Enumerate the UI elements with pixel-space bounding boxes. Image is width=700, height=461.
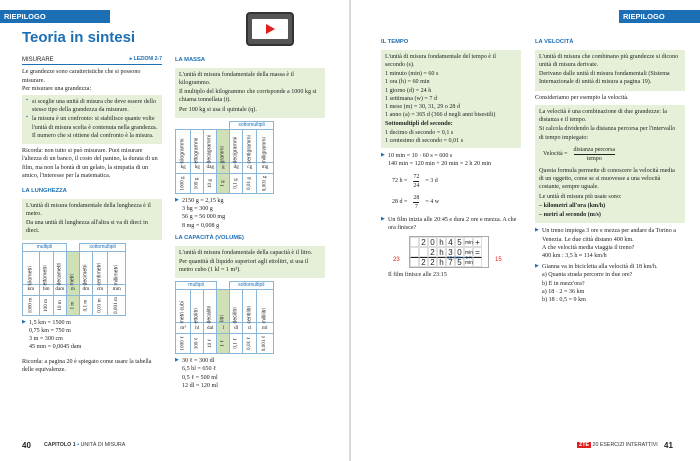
unit-name-cell [204, 290, 217, 323]
velocita-box-1: L'unità di misura che combinano più grandezze si dicono unità di misura derivate. [539, 53, 679, 69]
grid-cell: 2 [419, 237, 428, 247]
grid-cell [410, 247, 419, 257]
unit-abbr: m [66, 284, 79, 295]
grid-cell: h [437, 247, 446, 257]
grid-cell: + [473, 237, 482, 247]
f1-num: 72 [413, 173, 419, 182]
unit-value: 0,1 m [82, 299, 89, 312]
unit-value-cell [257, 334, 273, 354]
grid-cell: min [464, 257, 473, 267]
subunit-line: 1 decimo di secondo = 0,1 s [385, 129, 454, 136]
example-line: 8 mg = 0,008 g [182, 222, 220, 229]
tempo-box-1: L'unità di misura fondamentale del tempo è il secondo (s). [385, 53, 496, 69]
group-sottomultipli: sottomultipli [230, 282, 273, 290]
grid-cell: 3 [446, 247, 455, 257]
unit-name-cell [176, 129, 191, 162]
tempo-title: IL TEMPO [381, 39, 409, 45]
capacita-title: LA CAPACITÀ (VOLUME) [175, 234, 244, 241]
velocita-cons: Consideriamo per esempio la velocità. [535, 94, 629, 101]
group-multipli: multipli [176, 282, 217, 290]
time-unit-line: 1 settimana (w) = 7 d [385, 95, 438, 102]
result-hours: 23 [393, 257, 400, 264]
example-line: 3 m = 300 cm [29, 336, 63, 343]
unit-value: 100 g [193, 177, 200, 190]
unit-value-cell [243, 334, 257, 354]
film-grid [409, 236, 489, 268]
unit-value: 0,001 ℓ [261, 336, 268, 352]
chapter-footer: CAPITOLO 1 ▪ UNITÀ DI MISURA [44, 442, 126, 448]
unit-name-cell [257, 290, 273, 323]
unit-value-cell [230, 334, 243, 354]
unit-name: decigrammi [232, 136, 239, 164]
unit-abbr: cm [92, 284, 107, 295]
capacita-box [175, 246, 325, 279]
grid-cell: h [437, 237, 446, 247]
unit-value-cell [23, 295, 40, 315]
unit-name-cell [217, 129, 230, 162]
ex2-text: ▶ Gianna va in bicicletta alla velocità di 18 km/h. [542, 264, 658, 271]
unit-value: 1 g [219, 180, 226, 187]
header-label: RIEPILOGO [4, 12, 46, 21]
interactive-footer[interactable] [577, 442, 658, 449]
unit-name-cell [257, 129, 274, 162]
misurare-box [22, 95, 162, 144]
unit-value: 0,001 m [113, 296, 120, 314]
tempo-sotto-list [385, 129, 517, 145]
example-line: 0,5 ℓ = 500 ml [182, 374, 218, 381]
unit-value-cell [257, 173, 274, 193]
grid-cell: = [473, 247, 482, 257]
unit-name-cell [39, 251, 53, 284]
grid-cell: 2 [428, 257, 437, 267]
unit-abbr: mm [108, 284, 126, 295]
grid-cell [419, 247, 428, 257]
massa-box-3: Per 100 kg si usa il quintale (q). [179, 106, 257, 113]
unit-value: 100 ℓ [193, 337, 200, 350]
right-page [351, 0, 700, 461]
unit-name: centigrammi [246, 135, 253, 164]
unit-name: millimetri [113, 264, 120, 286]
capacita-box-1: L'unità di misura fondamentale della capacità è il litro. [179, 249, 313, 256]
time-unit-line: 1 mese (m) = 30, 31, 29 o 28 d [385, 104, 461, 111]
left-page [0, 0, 349, 461]
ricorda-text: Ricorda: non tutto si può misurare. Puoi misurare l'altezza di un banco, il costo del panino, la durata di un film, ma non la bontà di un gelato, la simpatia di un amico, l'interesse per la matematica. [22, 148, 158, 179]
lunghezza-examples [22, 319, 162, 352]
unit-kmh: kilometri all'ora (km/h) [543, 202, 606, 209]
left-column-1 [22, 28, 162, 374]
example-line: 12 dl = 120 ml [182, 382, 218, 389]
grid-cell [473, 257, 482, 267]
unit-value: 1000 g [179, 176, 186, 191]
ex1-text: ▶ Un treno impiega 3 ore e mezza per andare da Torino a Venezia. Le due città distano 400 km. [542, 228, 676, 243]
video-thumbnail[interactable] [246, 12, 294, 46]
f2-den: 7 [414, 203, 418, 210]
formula-num: distanza percorsa [574, 146, 615, 155]
misurare-p2: Per misurare una grandezza: [22, 85, 92, 92]
example-line: 0,75 km = 750 m [29, 327, 71, 334]
tempo-box [381, 50, 521, 148]
unit-name: decimetri [82, 264, 89, 286]
grid-cell: min [464, 247, 473, 257]
misurare-bullet-2: ▪ la misura è un confronto: si stabilisce quante volte l'unità di misura scelta è contenuta nella grandezza. Il numero che si ottiene dal confronto è la misura. [26, 115, 158, 140]
unit-value-cell [79, 295, 92, 315]
unit-name: centimetri [96, 262, 103, 286]
unit-abbr: hm [39, 284, 53, 295]
grid-cell: 2 [419, 257, 428, 267]
unit-name-cell [191, 129, 204, 162]
unit-value-cell [191, 334, 204, 354]
lessons-link[interactable]: ▸ LEZIONI 2-7 [129, 56, 162, 63]
f2-num: 28 [413, 194, 419, 203]
unit-abbr: km [23, 284, 40, 295]
example-line: ▶ 2150 g = 2,15 kg [175, 197, 325, 205]
unit-value-cell [243, 173, 257, 193]
unit-value: 0,001 g [261, 175, 268, 192]
massa-box [175, 68, 325, 118]
unit-name-cell [53, 251, 66, 284]
group-sottomultipli: sottomultipli [230, 121, 274, 129]
velocita-box-4: Si calcola dividendo la distanza percorsa per l'intervallo di tempo impiegato: [539, 126, 676, 141]
massa-examples [175, 197, 325, 230]
unit-name: milligrammi [261, 137, 268, 164]
unit-name-cell [108, 251, 126, 284]
unit-value-cell [53, 295, 66, 315]
example-line: ▶ 30 ℓ = 300 dl [175, 357, 325, 365]
unit-name: ettometri [42, 264, 49, 286]
fraction-1 [388, 171, 442, 192]
unit-abbr: dal [204, 323, 217, 334]
velocita-box-5: Questa formula permette di conoscere la velocità media di un oggetto, come se si muovesse a una velocità costante, sempre uguale. [539, 167, 675, 191]
tempo-sotto-label: Sottomultipli del secondo: [385, 120, 453, 127]
grid-cell: 4 [446, 237, 455, 247]
unit-value: 1 ℓ [219, 340, 226, 347]
ex2-a-a: a) 18 · 2 = 36 km [542, 288, 585, 295]
subunit-line: 1 centesimo di secondo = 0,01 s [385, 138, 464, 144]
time-unit-line: 1 ora (h) = 60 min [385, 79, 430, 86]
formula-den: tempo [586, 155, 602, 162]
unit-name: metri [69, 273, 76, 286]
lunghezza-title: LA LUNGHEZZA [22, 187, 67, 194]
unit-value: 10 m [56, 299, 63, 311]
grid-cell: 7 [446, 257, 455, 267]
unit-name: decilitri [232, 307, 239, 324]
unit-value: 0,01 m [96, 297, 103, 313]
f1-rhs: = 3 d [425, 178, 438, 185]
unit-name: decalitri [206, 305, 213, 324]
unit-value: 1 m [69, 301, 76, 310]
tempo-list [385, 70, 517, 119]
page-title: Teoria in sintesi [22, 29, 136, 46]
time-unit-line: 1 giorno (d) = 24 h [385, 87, 432, 94]
chapter-title: UNITÀ DI MISURA [80, 442, 126, 448]
misurare-title: MISURARE [22, 57, 54, 64]
unit-name-cell [66, 251, 79, 284]
film-question: ▶ Un film inizia alle 20:45 e dura 2 ore e mezza. A che ora finisce? [381, 216, 521, 232]
zte-logo: ZTE [579, 442, 590, 448]
unit-value: 1000 m [27, 297, 34, 314]
velocita-example-2 [535, 263, 685, 304]
grid-cell: 2 [428, 247, 437, 257]
right-column-2 [535, 34, 685, 304]
page-number: 41 [664, 441, 673, 450]
unit-abbr: kg [176, 162, 191, 173]
unit-value: 1000 ℓ [179, 336, 186, 351]
left-column-2 [175, 52, 325, 390]
example-line: 3 hg = 300 g [182, 206, 213, 213]
unit-abbr: m³ [176, 323, 191, 334]
lunghezza-box-1: L'unità di misura fondamentale della lunghezza è il metro. [26, 202, 151, 217]
unit-name: ettolitri [193, 308, 200, 324]
unit-name: decagrammi [206, 134, 213, 164]
time-unit-line: 1 anno (a) = 365 d (366 d negli anni bisestili) [385, 112, 496, 119]
formula-lhs: Velocità = [543, 151, 568, 158]
velocita-title: LA VELOCITÀ [535, 39, 574, 45]
unit-abbr: cg [243, 162, 257, 173]
time-unit-line: 1 minuto (min) = 60 s [385, 71, 439, 78]
velocita-box-3: La velocità è una combinazione di due grandezze: la distanza e il tempo. [539, 108, 667, 124]
page-number: 40 [22, 441, 31, 450]
unit-abbr: ml [257, 323, 273, 334]
unit-name: litri [219, 315, 226, 323]
unit-name: decametri [56, 262, 63, 286]
unit-name-cell [79, 251, 92, 284]
unit-value-cell [204, 173, 217, 193]
unit-value-cell [191, 173, 204, 193]
f2-rhs: = 4 w [425, 199, 440, 206]
unit-value: 0,1 g [232, 178, 239, 189]
header-label: RIEPILOGO [623, 12, 665, 21]
velocita-box-a [535, 50, 685, 91]
example-line: 6,5 hl = 650 ℓ [182, 366, 216, 373]
right-column-1 [381, 34, 521, 280]
unit-name-cell [23, 251, 40, 284]
grid-cell: 5 [455, 257, 464, 267]
unit-value-cell [217, 173, 230, 193]
velocita-box-b: La velocità è una combinazione di due grandezze: la distanza e il tempo. Si calcola dividendo la distanza percorsa per l'intervallo di tempo impiegato: Velocità = distanza percorsa tempo Questa formula permette di conoscere la velocità media di un oggetto, come se si muovesse a una velocità costante, sempre uguale. Le unità di misura più usate sono: – kilometri all'ora (km/h) – metri al secondo (m/s) [535, 105, 685, 223]
unit-value-cell [217, 334, 230, 354]
f1-den: 24 [413, 182, 420, 189]
grid-cell [410, 257, 419, 267]
velocita-formula [539, 144, 619, 165]
misurare-bullet-1: ▪ si sceglie una unità di misura che deve essere dello stesso tipo della grandezza da misurare. [26, 98, 158, 114]
min-note: 60 min = 1 h [447, 255, 472, 261]
unit-name-cell [243, 129, 257, 162]
lunghezza-ricorda: Ricorda: a pagina 20 è spiegato come usare la tabella delle equivalenze. [22, 358, 152, 373]
ex2-q-b: b) E in mezz'ora? [542, 280, 585, 287]
misurare-header [22, 56, 162, 65]
grid-cell: 0 [428, 237, 437, 247]
unit-name: kilometri [27, 265, 34, 286]
grid-cell: min [464, 237, 473, 247]
unit-abbr: dg [230, 162, 243, 173]
group-sottomultipli: sottomultipli [79, 243, 125, 251]
ex2-q-a: a) Quanta strada percorre in due ore? [542, 272, 633, 279]
unit-abbr: dl [230, 323, 243, 334]
unit-abbr: dam [53, 284, 66, 295]
unit-value: 0,01 g [246, 176, 253, 190]
unit-abbr: dm [79, 284, 92, 295]
unit-value-cell [204, 334, 217, 354]
velocita-box-6: Le unità di misura più usate sono: [539, 193, 622, 200]
massa-table [175, 121, 274, 194]
example-line: ▶ 1,5 km = 1500 m [22, 319, 162, 327]
capacita-table [175, 281, 274, 354]
lunghezza-table [22, 243, 126, 316]
unit-value-cell [176, 173, 191, 193]
unit-name: kilogrammi [179, 138, 186, 164]
lunghezza-box [22, 199, 162, 240]
velocita-box-2: Derivano dalle unità di misura fondamentali (Sistema Internazionale di unità di misura a pagina 19). [539, 71, 670, 86]
unit-value-cell [230, 173, 243, 193]
calc-2: 140 min = 120 min + 20 min = 2 h 20 min [388, 161, 492, 168]
f1-lhs: 72 h = [392, 178, 408, 185]
unit-name: millilitri [261, 308, 268, 324]
massa-box-1: L'unità di misura fondamentale della massa è il kilogrammo. [179, 71, 294, 87]
fraction-2 [388, 192, 443, 213]
unit-value: 0,01 ℓ [246, 337, 253, 351]
ex1-question: A che velocità media viaggia il treno? [542, 244, 635, 251]
unit-name-cell [92, 251, 107, 284]
interactive-label: 20 ESERCIZI INTERATTIVI [592, 442, 658, 448]
result-minutes: 15 [495, 257, 502, 264]
unit-name-cell [230, 290, 243, 323]
right-header-bar [619, 10, 700, 23]
unit-name-cell [243, 290, 257, 323]
example-line: 45 mm = 0,0045 dam [29, 344, 82, 351]
unit-abbr: g [217, 162, 230, 173]
unit-name: metri cubi [179, 301, 186, 324]
unit-name: centilitri [246, 306, 253, 324]
unit-value-cell [39, 295, 53, 315]
unit-value-cell [92, 295, 107, 315]
film-grid-wrap [393, 236, 502, 268]
massa-title: LA MASSA [175, 57, 206, 63]
unit-abbr: l [217, 323, 230, 334]
grid-cell: h [437, 257, 446, 267]
tempo-calc [381, 152, 521, 213]
unit-ms: metri al secondo (m/s) [543, 212, 601, 219]
unit-name: grammi [219, 146, 226, 164]
unit-name-cell [230, 129, 243, 162]
unit-name-cell [217, 290, 230, 323]
massa-box-2: Il multiplo del kilogrammo che corrisponde a 1000 kg si chiama tonnellata (t). [179, 89, 317, 104]
unit-abbr: dag [204, 162, 217, 173]
unit-name-cell [176, 290, 191, 323]
f2-lhs: 28 d = [392, 199, 408, 206]
capacita-box-2: Per quantità di liquido superiori agli ettolitri, si usa il metro cubo (1 kl = 1 m³). [179, 258, 309, 274]
lunghezza-box-2: Da una unità di lunghezza all'altra si va di dieci in dieci. [26, 220, 148, 235]
unit-name-cell [204, 129, 217, 162]
unit-name-cell [191, 290, 204, 323]
unit-value: 0,1 ℓ [232, 338, 239, 349]
group-multipli: multipli [23, 243, 67, 251]
unit-value: 10 g [206, 178, 213, 188]
left-header-bar [0, 10, 110, 23]
ex1-answer: 400 km : 3,5 h ≈ 114 km/h [542, 252, 607, 259]
capacita-examples [175, 357, 325, 390]
unit-abbr: hg [191, 162, 204, 173]
calc-1: ▶ 10 min = 10 · 60 s = 600 s [388, 153, 453, 160]
velocita-example-1 [535, 227, 685, 260]
unit-value-cell [108, 295, 126, 315]
unit-value-cell [66, 295, 79, 315]
chapter-number: CAPITOLO 1 [44, 442, 76, 448]
grid-cell: 5 [455, 237, 464, 247]
misurare-p1: Le grandezze sono caratteristiche che si possono misurare. [22, 69, 141, 84]
play-icon[interactable] [266, 24, 275, 34]
unit-abbr: hl [191, 323, 204, 334]
unit-value: 10 ℓ [206, 339, 213, 349]
ex2-a-b: b) 18 : 0,5 = 9 km [542, 297, 586, 304]
unit-value: 100 m [42, 298, 49, 312]
unit-name: ettogrammi [193, 137, 200, 164]
unit-abbr: mg [257, 162, 274, 173]
film-answer: Il film finisce alle 23:15 [388, 272, 447, 279]
example-line: 56 g = 56 000 mg [182, 214, 226, 221]
unit-abbr: cl [243, 323, 257, 334]
unit-value-cell [176, 334, 191, 354]
grid-cell [410, 237, 419, 247]
grid-cell: 0 [455, 247, 464, 257]
